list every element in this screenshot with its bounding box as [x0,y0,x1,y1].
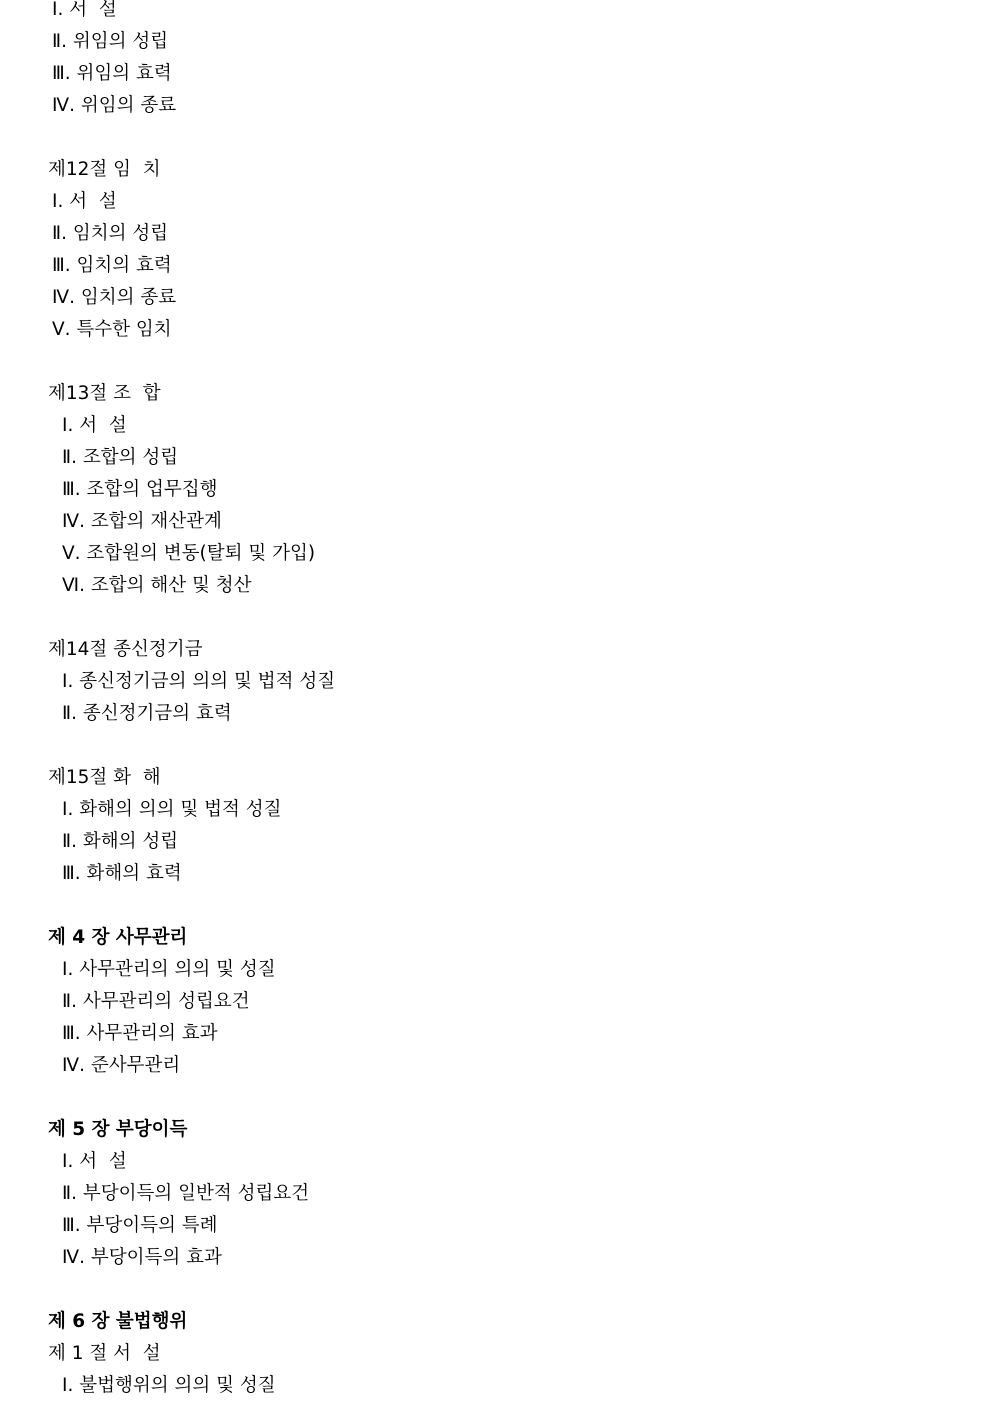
toc-item: Ⅲ. 사무관리의 효과 [62,1023,218,1044]
spacer [48,346,335,378]
chapter-heading: 제 6 장 불법행위 [48,1311,188,1332]
toc-item: Ⅴ. 특수한 임치 [52,319,172,340]
toc-item: Ⅰ. 서 설 [52,191,117,212]
toc-item: Ⅱ. 화해의 성립 [62,831,179,852]
toc-item: Ⅳ. 준사무관리 [62,1055,181,1076]
toc-item: Ⅱ. 조합의 성립 [62,447,179,468]
toc-item: Ⅳ. 부당이득의 효과 [62,1247,222,1268]
toc-item: Ⅲ. 조합의 업무집행 [62,479,218,500]
section-heading: 제12절 임 치 [48,159,161,180]
spacer [48,730,335,762]
toc-item: Ⅳ. 임치의 종료 [52,287,177,308]
toc-item: Ⅲ. 부당이득의 특례 [62,1215,218,1236]
toc-item: Ⅵ. 조합의 해산 및 청산 [62,575,252,596]
toc-item: Ⅱ. 부당이득의 일반적 성립요건 [62,1183,310,1204]
toc-item: Ⅰ. 종신정기금의 의의 및 법적 성질 [62,671,336,692]
toc-item: Ⅱ. 종신정기금의 효력 [62,703,232,724]
section-heading: 제13절 조 합 [48,383,161,404]
section-heading: 제15절 화 해 [48,767,161,788]
toc-item: Ⅱ. 사무관리의 성립요건 [62,991,250,1012]
toc-item: Ⅰ. 사무관리의 의의 및 성질 [62,959,276,980]
toc-item: Ⅳ. 조합의 재산관계 [62,511,222,532]
section-heading: 제 1 절 서 설 [48,1343,161,1364]
chapter-heading: 제 5 장 부당이득 [48,1119,188,1140]
toc-item: Ⅰ. 서 설 [52,0,117,20]
toc-item: Ⅲ. 위임의 효력 [52,63,172,84]
toc-item: Ⅰ. 서 설 [62,1151,127,1172]
toc-item: Ⅱ. 위임의 성립 [52,31,169,52]
table-of-contents [48,0,335,1402]
toc-item: Ⅱ. 임치의 성립 [52,223,169,244]
spacer [48,1274,335,1306]
toc-item: Ⅲ. 화해의 효력 [62,863,182,884]
spacer [48,122,335,154]
toc-item: Ⅳ. 위임의 종료 [52,95,177,116]
spacer [48,1082,335,1114]
toc-item: Ⅰ. 서 설 [62,415,127,436]
spacer [48,602,335,634]
spacer [48,890,335,922]
chapter-heading: 제 4 장 사무관리 [48,927,188,948]
section-heading: 제14절 종신정기금 [48,639,203,660]
toc-item: Ⅰ. 불법행위의 의의 및 성질 [62,1375,276,1396]
toc-item: Ⅴ. 조합원의 변동(탈퇴 및 가입) [62,543,316,564]
toc-item: Ⅲ. 임치의 효력 [52,255,172,276]
toc-item: Ⅰ. 화해의 의의 및 법적 성질 [62,799,282,820]
